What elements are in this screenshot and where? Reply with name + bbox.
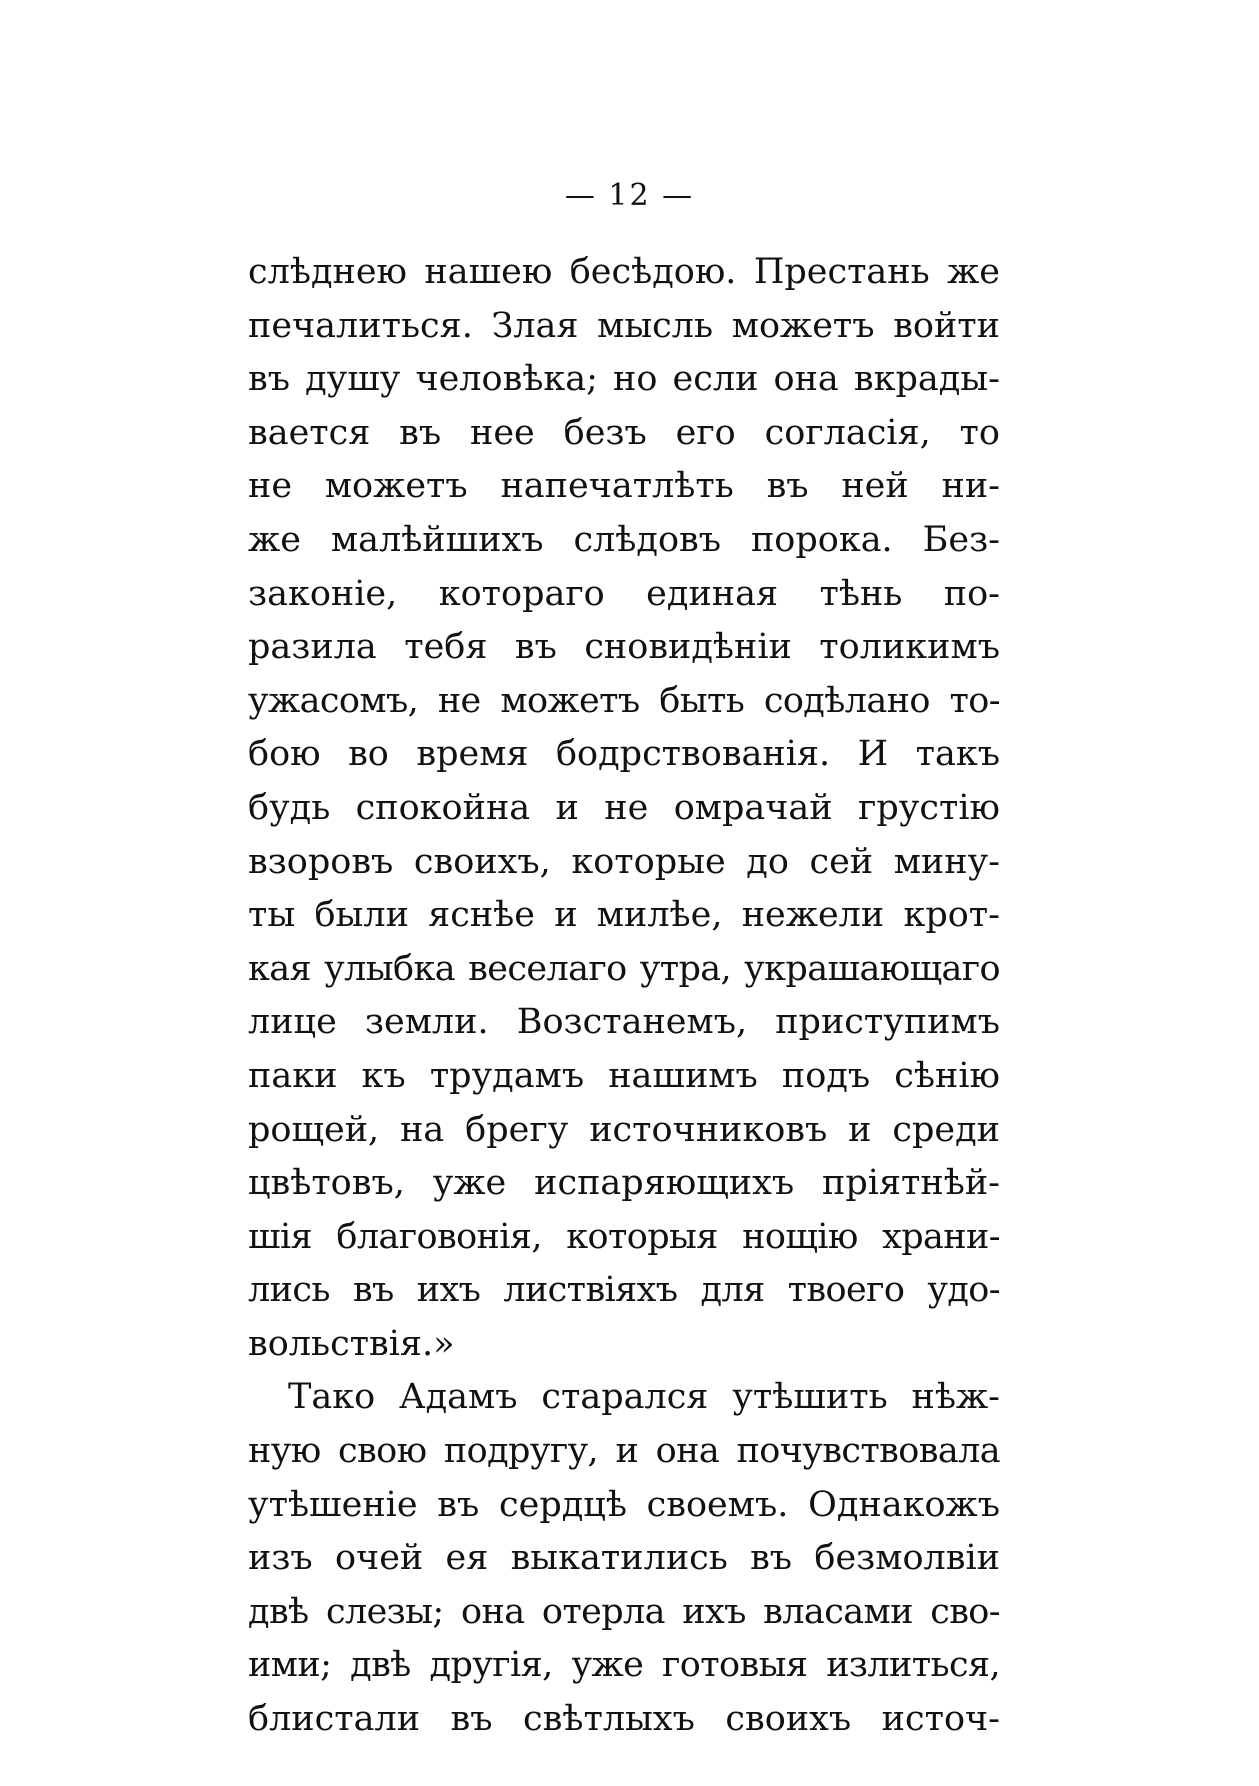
text-line: изъ очей ея выкатились въ безмолвіи: [248, 1538, 1000, 1579]
text-line: двѣ слезы; она отерла ихъ власами сво-: [248, 1591, 1000, 1632]
text-line: Тако Адамъ старался утѣшить нѣж-: [288, 1377, 1000, 1418]
text-line: блистали въ свѣтлыхъ своихъ источ-: [248, 1699, 1000, 1740]
text-line: утѣшеніе въ сердцѣ своемъ. Однакожъ: [248, 1484, 1000, 1525]
text-line: шія благовонія, которыя нощію храни-: [248, 1216, 1000, 1257]
text-line: же малѣйшихъ слѣдовъ порока. Без-: [248, 519, 1000, 560]
text-line: рощей, на брегу источниковъ и среди: [248, 1109, 1000, 1150]
text-line: вольствія.»: [248, 1323, 455, 1364]
text-line: не можетъ напечатлѣть въ ней ни-: [248, 466, 1000, 507]
paragraph-1: [248, 246, 1000, 1371]
text-line: ты были яснѣе и милѣе, нежели крот-: [248, 895, 1000, 936]
text-line: будь спокойна и не омрачай грустію: [248, 787, 1000, 828]
text-line: разила тебя въ сновидѣніи толикимъ: [248, 627, 1000, 668]
text-line: взоровъ своихъ, которые до сей мину-: [248, 841, 1000, 882]
text-line: лись въ ихъ листвіяхъ для твоего удо-: [248, 1270, 1000, 1311]
text-line: ужасомъ, не можетъ быть содѣлано то-: [248, 680, 1000, 721]
text-line: печалиться. Злая мысль можетъ войти: [248, 305, 1000, 346]
page-body: [248, 246, 1000, 1747]
text-line: слѣднею нашею бесѣдою. Престань же: [248, 252, 1000, 292]
text-line: лице земли. Возстанемъ, приступимъ: [248, 1002, 1000, 1043]
text-line: законіе, котораго единая тѣнь по-: [248, 573, 1000, 614]
text-line: кая улыбка веселаго утра, украшающаго: [248, 948, 1000, 989]
text-line: ими; двѣ другія, уже готовыя излиться,: [248, 1645, 1000, 1686]
text-line: паки къ трудамъ нашимъ подъ сѣнію: [248, 1055, 1000, 1096]
page-number: — 12 —: [564, 178, 695, 213]
text-line: въ душу человѣка; но если она вкрады-: [248, 359, 1000, 400]
paragraph-2: [248, 1371, 1000, 1746]
text-line: вается въ нее безъ его согласія, то: [248, 412, 1000, 453]
text-line: цвѣтовъ, уже испаряющихъ пріятнѣй-: [248, 1163, 1000, 1204]
text-line: ную свою подругу, и она почувствовала: [248, 1431, 1000, 1472]
text-line: бою во время бодрствованія. И такъ: [248, 734, 1000, 775]
